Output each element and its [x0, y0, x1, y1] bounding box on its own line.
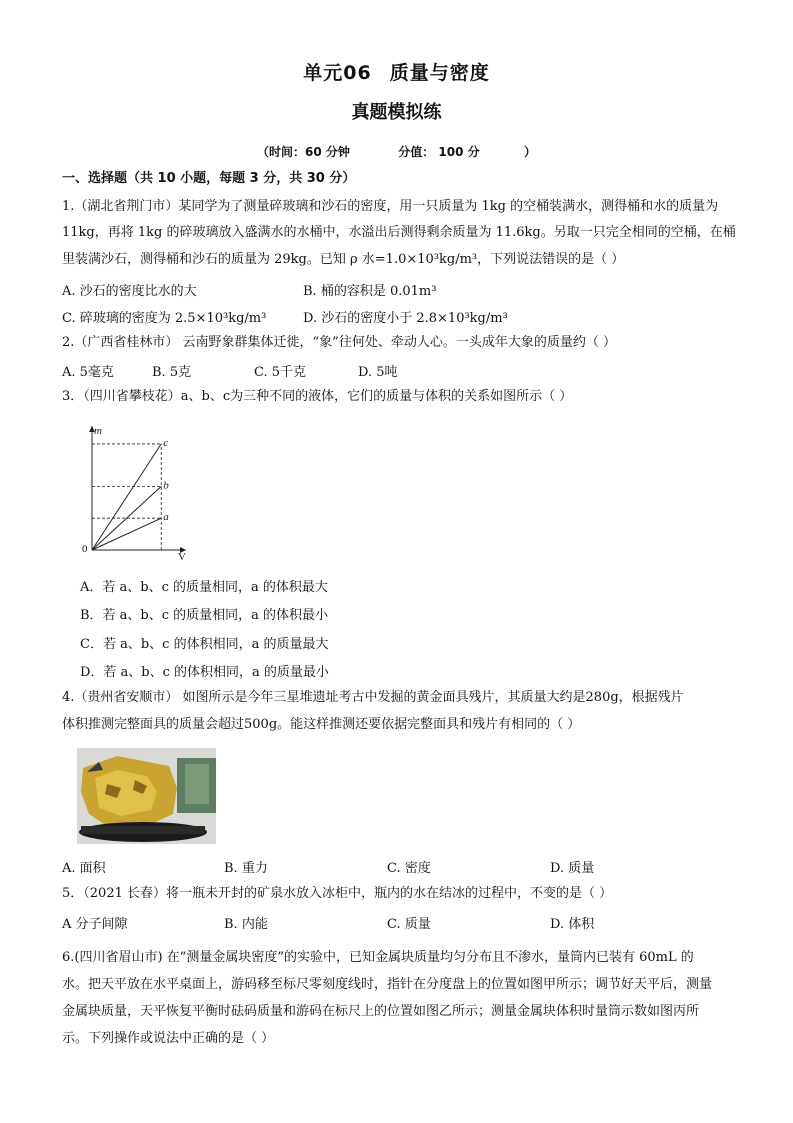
q6-line-4: 示。下列操作或说法中正确的是（ ）: [62, 1031, 275, 1046]
q4-option-c: C. 密度: [387, 861, 431, 876]
origin-label: 0: [82, 543, 88, 555]
q1-line-3: 里装满沙石，测得桶和沙石的质量为 29kg。已知 ρ 水=1.0×10³kg/m³，下列说法错误的是（ ）: [62, 252, 625, 267]
q3-option-b: B．若 a、b、c 的质量相同，a 的体积最小: [80, 608, 329, 623]
close-paren: ）: [524, 145, 537, 159]
mass-volume-chart: [80, 420, 190, 560]
series-label-a: a: [163, 511, 169, 524]
gold-mask-photo: [77, 748, 216, 844]
q4-line-2: 体积推测完整面具的质量会超过500g。能这样推测还要依据完整面具和残片有相同的（ ）: [62, 717, 581, 732]
q4-option-b: B. 重力: [224, 861, 268, 876]
q2-option-c: C. 5千克: [254, 365, 307, 380]
q2-option-a: A. 5毫克: [62, 365, 114, 380]
q5-option-a: A 分子间隙: [62, 917, 128, 932]
q2-option-b: B. 5克: [152, 365, 192, 380]
q6-line-2: 水。把天平放在水平桌面上，游码移至标尺零刻度线时，指针在分度盘上的位置如图甲所示；调节好天平后，测量: [62, 977, 713, 992]
q1-option-d: D. 沙石的密度小于 2.8×10³kg/m³: [303, 311, 508, 326]
q3-option-c: C．若 a、b、c 的体积相同，a 的质量最大: [80, 637, 329, 652]
time-label: （时间：60 分钟: [256, 145, 350, 159]
unit-number: 单元06: [303, 62, 372, 84]
q2-option-d: D. 5吨: [358, 365, 398, 380]
q3-option-d: D．若 a、b、c 的体积相同，a 的质量最小: [80, 665, 329, 680]
q3-line-1: 3．（四川省攀枝花）a、b、c为三种不同的液体，它们的质量与体积的关系如图所示（ ）: [62, 389, 573, 404]
series-label-b: b: [163, 479, 169, 492]
series-label-c: c: [163, 436, 169, 449]
q1-line-1: 1.（湖北省荆门市）某同学为了测量碎玻璃和沙石的密度，用一只质量为 1kg 的空桶装满水，测得桶和水的质量为: [62, 199, 719, 214]
section-title: 一、选择题（共 10 小题，每题 3 分，共 30 分）: [62, 171, 356, 186]
unit-topic: 质量与密度: [389, 62, 490, 84]
q6-line-3: 金属块质量，天平恢复平衡时砝码质量和游码在标尺上的位置如图乙所示；测量金属块体积时量筒示数如图丙所: [62, 1004, 700, 1019]
q4-line-1: 4.（贵州省安顺市） 如图所示是今年三星堆遗址考古中发掘的黄金面具残片，其质量大约是280g，根据残片: [62, 690, 684, 705]
q3-option-a: A．若 a、b、c 的质量相同，a 的体积最大: [80, 580, 328, 595]
score-label: 分值： 100 分: [398, 145, 480, 159]
q5-option-b: B. 内能: [224, 917, 268, 932]
q6-line-1: 6.(四川省眉山市) 在“测量金属块密度”的实验中，已知金属块质量均匀分布且不渗水，量筒内已装有 60mL 的: [62, 950, 694, 965]
mass-volume-svg: [80, 420, 190, 560]
page-subtitle: 真题模拟练: [351, 102, 442, 123]
unit-title: [0, 58, 793, 85]
exam-meta: [0, 143, 793, 160]
q5-option-d: D. 体积: [550, 917, 595, 932]
x-axis-label: V: [178, 551, 186, 560]
q1-option-b: B. 桶的容积是 0.01m³: [303, 284, 437, 299]
q1-line-2: 11kg，再将 1kg 的碎玻璃放入盛满水的水桶中，水溢出后测得剩余质量为 11.6kg。另取一只完全相同的空桶，在桶: [62, 225, 736, 240]
q5-line-1: 5．（2021 长春）将一瓶未开封的矿泉水放入冰柜中，瓶内的水在结冰的过程中，不变的是（ ）: [62, 886, 613, 901]
q5-option-c: C. 质量: [387, 917, 431, 932]
q4-option-a: A. 面积: [62, 861, 106, 876]
q1-option-c: C. 碎玻璃的密度为 2.5×10³kg/m³: [62, 311, 267, 326]
q1-option-a: A. 沙石的密度比水的大: [62, 284, 197, 299]
q2-line-1: 2.（广西省桂林市） 云南野象群集体迁徙，“象”往何处、牵动人心。一头成年大象的质量约（ ）: [62, 335, 616, 350]
q4-option-d: D. 质量: [550, 861, 595, 876]
y-axis-label: m: [94, 425, 102, 437]
